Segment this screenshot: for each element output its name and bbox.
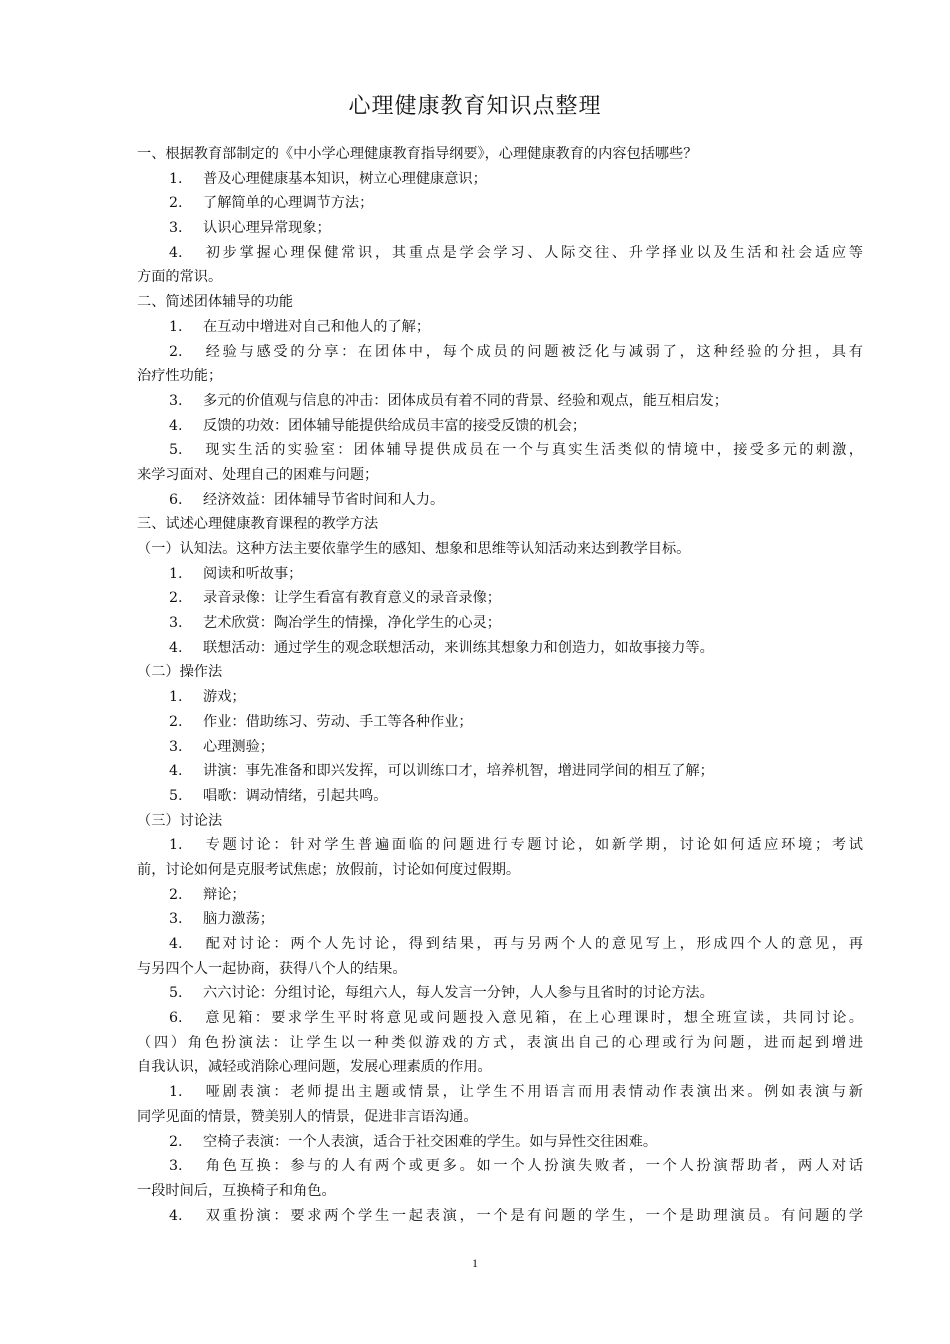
list-item-line	[137, 167, 863, 192]
line-text: 三、试述心理健康教育课程的教学方法	[137, 516, 379, 533]
paragraph-line	[137, 957, 863, 982]
paragraph-line	[137, 290, 863, 315]
line-text: 普及心理健康基本知识，树立心理健康意识；	[203, 170, 487, 187]
list-item-line	[137, 414, 863, 439]
list-item-line	[137, 241, 863, 266]
line-text: 来学习面对、处理自己的困难与问题；	[137, 466, 379, 483]
list-item-line	[137, 784, 863, 809]
line-text: 作业：借助练习、劳动、手工等各种作业；	[203, 713, 473, 730]
line-text: 多元的价值观与信息的冲击：团体成员有着不同的背景、经验和观点，能互相启发；	[203, 392, 728, 409]
list-item-line	[137, 340, 863, 365]
list-number: 4.	[169, 244, 183, 261]
list-number: 5.	[169, 985, 183, 1002]
line-text: 联想活动：通过学生的观念联想活动，来训练其想象力和创造力，如故事接力等。	[203, 639, 714, 656]
list-number: 2.	[169, 590, 183, 607]
list-item-line	[137, 1080, 863, 1105]
line-text: 艺术欣赏：陶冶学生的情操，净化学生的心灵；	[203, 615, 501, 632]
line-text: （一）认知法。这种方法主要依靠学生的感知、想象和思维等认知活动来达到教学目标。	[137, 541, 691, 557]
line-text: 初步掌握心理保健常识，其重点是学会学习、人际交往、升学择业以及生活和社会适应等	[203, 244, 863, 261]
paragraph-line	[137, 660, 863, 685]
list-number: 2.	[169, 713, 183, 730]
list-number: 1.	[169, 689, 183, 706]
line-text: 心理测验；	[203, 738, 274, 755]
list-number: 2.	[169, 195, 183, 212]
list-item-line	[137, 1130, 863, 1155]
list-item-line	[137, 883, 863, 908]
line-text: （三）讨论法	[137, 812, 223, 829]
paragraph-line	[137, 1055, 863, 1080]
line-text: （四）角色扮演法：让学生以一种类似游戏的方式，表演出自己的心理或行为问题，进而起到增进	[137, 1034, 863, 1051]
list-number: 2.	[169, 343, 183, 360]
list-item-line	[137, 1154, 863, 1179]
list-number: 2.	[169, 1133, 183, 1150]
line-text: （二）操作法	[137, 664, 223, 681]
list-item-line	[137, 1204, 863, 1229]
paragraph-line	[137, 1179, 863, 1204]
list-number: 1.	[169, 170, 183, 187]
line-text: 现实生活的实验室：团体辅导提供成员在一个与真实生活类似的情境中，接受多元的刺激，	[203, 442, 863, 459]
list-item-line	[137, 907, 863, 932]
line-text: 阅读和听故事；	[203, 565, 303, 582]
document-body	[137, 142, 863, 1228]
list-number: 3.	[169, 220, 183, 237]
list-number: 3.	[169, 615, 183, 632]
list-number: 5.	[169, 787, 183, 804]
list-item-line	[137, 389, 863, 414]
list-number: 2.	[169, 886, 183, 903]
paragraph-line	[137, 265, 863, 290]
list-item-line	[137, 981, 863, 1006]
line-text: 二、简述团体辅导的功能	[137, 294, 294, 311]
paragraph-line	[137, 463, 863, 488]
line-text: 讲演：事先准备和即兴发挥，可以训练口才，培养机智，增进同学间的相互了解；	[203, 763, 714, 780]
list-item-line	[137, 315, 863, 340]
line-text: 治疗性功能；	[137, 368, 223, 385]
line-text: 反馈的功效：团体辅导能提供给成员丰富的接受反馈的机会；	[203, 417, 587, 434]
line-text: 唱歌：调动情绪，引起共鸣。	[203, 787, 388, 804]
line-text: 专题讨论：针对学生普遍面临的问题进行专题讨论，如新学期，讨论如何适应环境；考试	[203, 837, 863, 854]
line-text: 在互动中增进对自己和他人的了解；	[203, 318, 431, 335]
line-text: 方面的常识。	[137, 269, 223, 286]
list-item-line	[137, 438, 863, 463]
line-text: 认识心理异常现象；	[203, 220, 331, 237]
document-title: 心理健康教育知识点整理	[348, 94, 602, 119]
paragraph-line	[137, 809, 863, 834]
paragraph-line	[137, 1031, 863, 1056]
paragraph-line	[137, 858, 863, 883]
line-text: 与另四个人一起协商，获得八个人的结果。	[137, 960, 407, 977]
list-item-line	[137, 833, 863, 858]
list-number: 4.	[169, 936, 183, 952]
list-number: 1.	[169, 837, 183, 854]
line-text: 空椅子表演：一个人表演，适合于社交困难的学生。如与异性交往困难。	[203, 1133, 658, 1150]
list-number: 4.	[169, 763, 183, 780]
line-text: 录音录像：让学生看富有教育意义的录音录像；	[203, 590, 501, 607]
line-text: 一段时间后，互换椅子和角色。	[137, 1182, 336, 1199]
list-number: 1.	[169, 318, 183, 335]
list-item-line	[137, 932, 863, 957]
line-text: 经济效益：团体辅导节省时间和人力。	[203, 491, 445, 508]
list-item-line	[137, 1006, 863, 1031]
list-number: 4.	[169, 639, 183, 656]
list-item-line	[137, 735, 863, 760]
paragraph-line	[137, 142, 863, 167]
paragraph-line	[137, 537, 863, 562]
line-text: 同学见面的情景，赞美别人的情景，促进非言语沟通。	[137, 1108, 478, 1125]
list-number: 3.	[169, 392, 183, 409]
list-item-line	[137, 562, 863, 587]
list-item-line	[137, 759, 863, 784]
paragraph-line	[137, 1105, 863, 1130]
line-text: 自我认识，减轻或消除心理问题，发展心理素质的作用。	[137, 1059, 492, 1076]
list-item-line	[137, 216, 863, 241]
line-text: 辩论；	[203, 886, 246, 903]
list-item-line	[137, 191, 863, 216]
line-text: 意见箱：要求学生平时将意见或问题投入意见箱，在上心理课时，想全班宣读，共同讨论。	[203, 1010, 863, 1027]
list-item-line	[137, 636, 863, 661]
list-item-line	[137, 488, 863, 513]
list-number: 5.	[169, 442, 183, 459]
list-number: 1.	[169, 1084, 183, 1101]
list-number: 6.	[169, 491, 183, 508]
list-number: 3.	[169, 911, 183, 928]
line-text: 游戏；	[203, 689, 246, 706]
line-text: 配对讨论：两个人先讨论，得到结果，再与另两个人的意见写上，形成四个人的意见，再	[203, 936, 863, 952]
line-text: 双重扮演：要求两个学生一起表演，一个是有问题的学生，一个是助理演员。有问题的学	[203, 1207, 863, 1224]
page-number: 1	[472, 1256, 478, 1270]
line-text: 脑力激荡；	[203, 911, 274, 928]
list-number: 1.	[169, 565, 183, 582]
line-text: 经验与感受的分享：在团体中，每个成员的问题被泛化与减弱了，这种经验的分担，具有	[203, 343, 863, 360]
list-item-line	[137, 611, 863, 636]
list-number: 3.	[169, 1158, 183, 1175]
line-text: 前，讨论如何是克服考试焦虑；放假前，讨论如何度过假期。	[137, 861, 521, 878]
line-text: 一、根据教育部制定的《中小学心理健康教育指导纲要》，心理健康教育的内容包括哪些？	[137, 146, 698, 162]
line-text: 哑剧表演：老师提出主题或情景，让学生不用语言而用表情动作表演出来。例如表演与新	[203, 1084, 863, 1101]
list-item-line	[137, 586, 863, 611]
paragraph-line	[137, 364, 863, 389]
list-number: 3.	[169, 738, 183, 755]
list-item-line	[137, 685, 863, 710]
line-text: 角色互换：参与的人有两个或更多。如一个人扮演失败者，一个人扮演帮助者，两人对话	[203, 1158, 863, 1175]
list-number: 6.	[169, 1010, 183, 1027]
line-text: 六六讨论：分组讨论，每组六人，每人发言一分钟，人人参与且省时的讨论方法。	[203, 985, 714, 1002]
list-number: 4.	[169, 417, 183, 434]
paragraph-line	[137, 512, 863, 537]
line-text: 了解简单的心理调节方法；	[203, 195, 374, 212]
list-item-line	[137, 710, 863, 735]
list-number: 4.	[169, 1207, 183, 1224]
